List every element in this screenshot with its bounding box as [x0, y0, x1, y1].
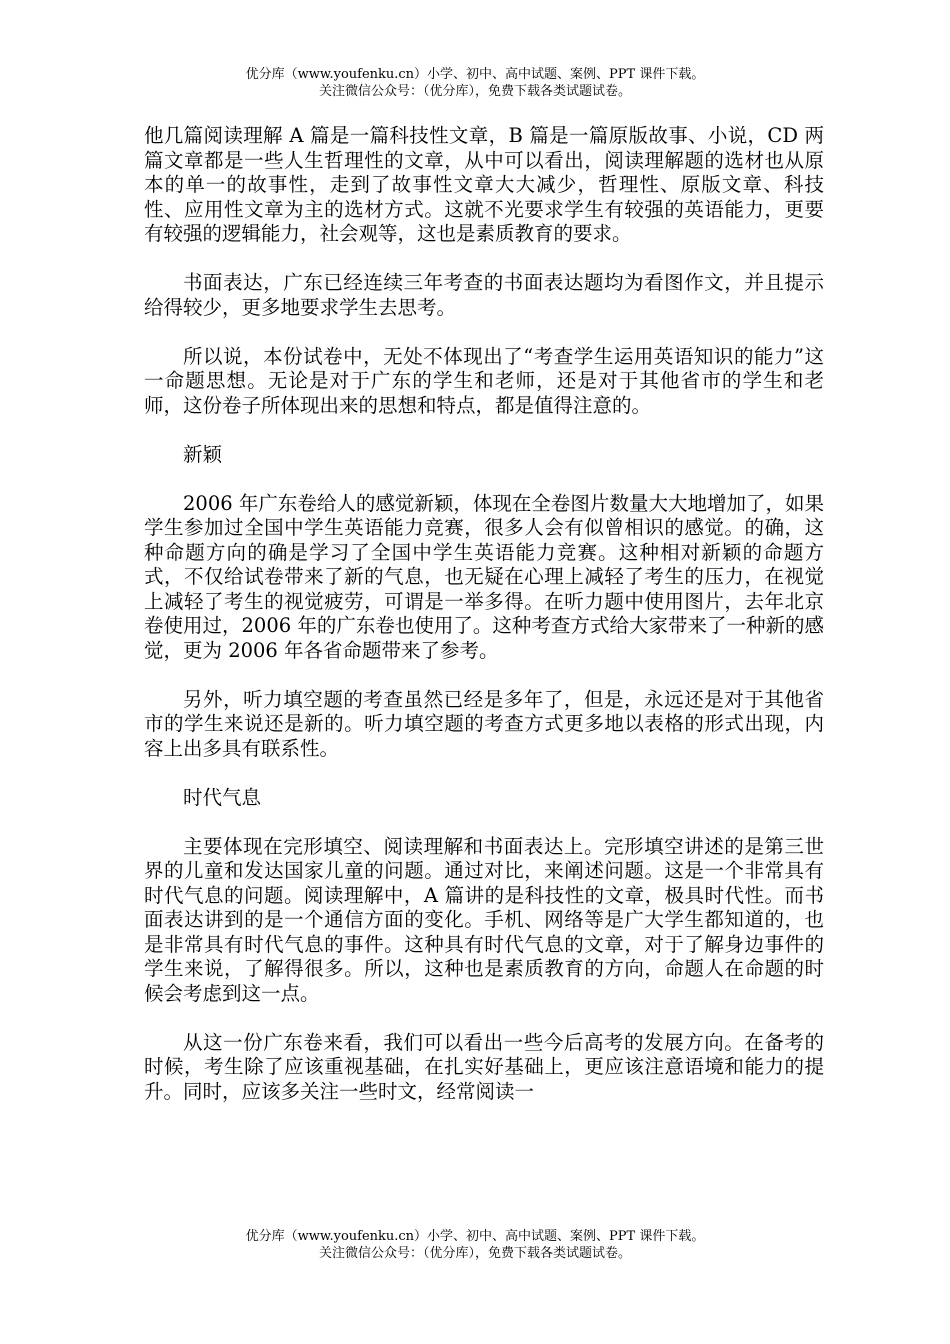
footer-line-2: 关注微信公众号：（优分库），免费下载各类试题试卷。: [318, 1246, 631, 1261]
paragraph-era: 主要体现在完形填空、阅读理解和书面表达上。完形填空讲述的是第三世界的儿童和发达国家儿童的问题。通过对比，来阐述问题。这是一个非常具有时代气息的问题。阅读理解中，A 篇讲的是科技性的文章，极具时代性。而书面表达讲到的是一个通信方面的变化。手机、网络等是广大学生都知道的，也是非常具有时代气息的事件。这种具有时代气息的文章，对于了解身边事件的学生来说，了解得很多。所以，这种也是素质教育的方向，命题人在命题的时候会考虑到这一点。: [144, 834, 824, 1005]
section-heading-novelty: 新颖: [183, 442, 223, 466]
header-line-2: 关注微信公众号：（优分库），免费下载各类试题试卷。: [318, 84, 631, 99]
paragraph-conclusion: 所以说，本份试卷中，无处不体现出了“考查学生运用英语知识的能力”这一命题思想。无论是对于广东的学生和老师，还是对于其他省市的学生和老师，这份卷子所体现出来的思想和特点，都是值得注意的。: [144, 344, 824, 417]
document-body: [144, 124, 824, 1129]
paragraph-continuation: 他几篇阅读理解 A 篇是一篇科技性文章，B 篇是一篇原版故事、小说，CD 两篇文章都是一些人生哲理性的文章，从中可以看出，阅读理解题的选材也从原本的单一的故事性，走到了故事性文章大大减少，哲理性、原版文章、科技性、应用性文章为主的选材方式。这就不光要求学生有较强的英语能力，更要有较强的逻辑能力，社会观等，这也是素质教育的要求。: [144, 124, 824, 245]
paragraph-outlook: 从这一份广东卷来看，我们可以看出一些今后高考的发展方向。在备考的时候，考生除了应该重视基础，在扎实好基础上，更应该注意语境和能力的提升。同时，应该多关注一些时文，经常阅读一: [144, 1030, 824, 1103]
paragraph-listening: 另外，听力填空题的考查虽然已经是多年了，但是，永远还是对于其他省市的学生来说还是新的。听力填空题的考查方式更多地以表格的形式出现，内容上出多具有联系性。: [144, 687, 824, 760]
paragraph-written-expression: 书面表达，广东已经连续三年考查的书面表达题均为看图作文，并且提示给得较少，更多地要求学生去思考。: [144, 271, 824, 319]
header-line-1: 优分库（www.youfenku.cn）小学、初中、高中试题、案例、PPT 课件下载。: [245, 67, 705, 82]
paragraph-novelty: 2006 年广东卷给人的感觉新颖，体现在全卷图片数量大大地增加了，如果学生参加过全国中学生英语能力竞赛，很多人会有似曾相识的感觉。的确，这种命题方向的确是学习了全国中学生英语能力竞赛。这种相对新颖的命题方式，不仅给试卷带来了新的气息，也无疑在心理上减轻了考生的压力，在视觉上减轻了考生的视觉疲劳，可谓是一举多得。在听力题中使用图片，去年北京卷使用过，2006 年的广东卷也使用了。这种考查方式给大家带来了一种新的感觉，更为 2006 年各省命题带来了参考。: [144, 491, 824, 662]
section-heading-era: 时代气息: [183, 785, 262, 809]
page-header: [0, 66, 950, 100]
footer-line-1: 优分库（www.youfenku.cn）小学、初中、高中试题、案例、PPT 课件下载。: [245, 1229, 705, 1244]
page-footer: [0, 1228, 950, 1262]
